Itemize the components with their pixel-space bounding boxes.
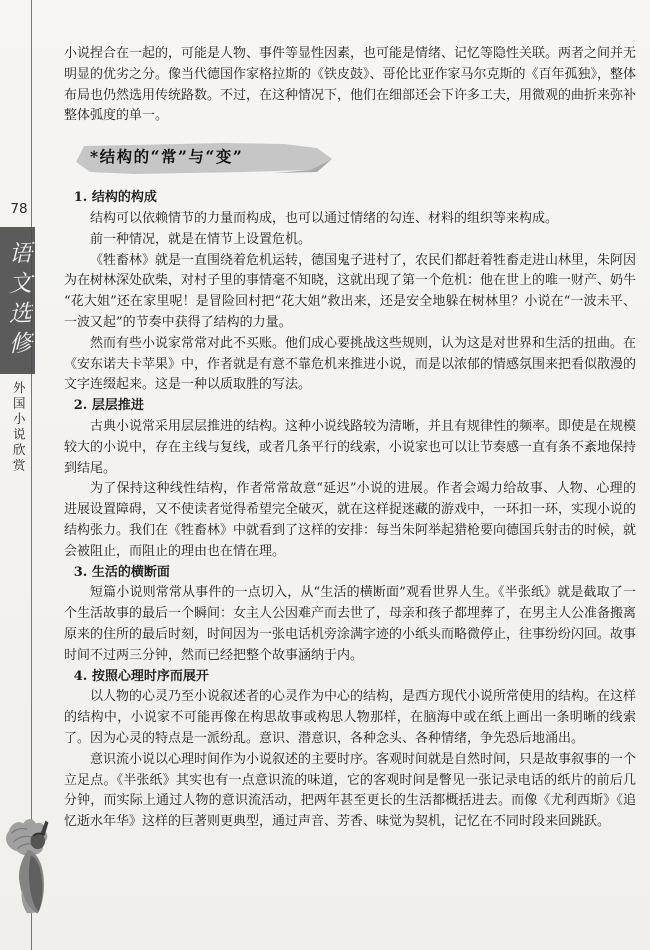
section-heading-2: 2. 层层推进 xyxy=(73,398,144,414)
paragraph: 为了保持这种线性结构，作者常常故意“延迟”小说的进展。作者会竭力给故事、人物、心理的进展设置障碍，又不使读者觉得希望完全破灭，就在这样捉迷藏的游戏中，一环扣一环，实现小说的结构张力。我们在《牲畜林》中就看到了这样的安排：每当朱阿举起猎枪要向德国兵射击的时候，就会被阻止，而阻止的理由也在情在理。 xyxy=(64,481,637,559)
winged-angel-statue-image xyxy=(2,816,60,919)
section-banner xyxy=(74,142,332,175)
subject-subtitle xyxy=(3,381,33,481)
series-title-vertical: 语文选修 xyxy=(5,240,31,361)
main-text-column xyxy=(64,44,636,833)
subject-subtitle-text: 外国小说欣赏 xyxy=(11,381,27,474)
paragraph: 《牲畜林》就是一直围绕着危机运转，德国鬼子进村了，农民们都赶着牲畜走进山林里，朱阿因为在树林深处砍柴，对村子里的事情毫不知晓，这就出现了第一个危机：他在世上的唯一财产、奶牛“花大姐”还在家里呢！是冒险回村把“花大姐”救出来，还是安全地躲在树林里？小说在“一波未平、一波又起”的节奏中获得了结构的力量。 xyxy=(64,252,637,330)
section-heading-1: 1. 结构的构成 xyxy=(73,190,157,206)
section-heading-3: 3. 生活的横断面 xyxy=(73,564,170,580)
page-number: 78 xyxy=(10,201,28,217)
paragraph: 短篇小说则常常从事件的一点切入，从“生活的横断面”观看世界人生。《半张纸》就是截取了一个生活故事的最后一个瞬间：女主人公因难产而去世了，母亲和孩子都埋葬了，在男主人公准备搬离原来的住所的最后时刻，时间因为一张电话机旁涂满字迹的小纸头而略微停止，往事纷纷闪回。故事时间不过两三分钟，然而已经把整个故事涵纳于内。 xyxy=(64,585,637,663)
section-heading-4: 4. 按照心理时序而展开 xyxy=(73,668,209,684)
paragraph: 以人物的心灵乃至小说叙述者的心灵作为中心的结构，是西方现代小说所常使用的结构。在这样的结构中，小说家不可能再像在构思故事或构思人物那样，在脑海中或在纸上画出一条明晰的线索了。因为心灵的特点是一派纷乱。意识、潜意识，各种念头、各种情绪，争先恐后地涌出。 xyxy=(64,689,637,746)
paragraph: 古典小说常采用层层推进的结构。这种小说线路较为清晰，并且有规律性的频率。即使是在规模较大的小说中，存在主线与复线，或者几条平行的线索，小说家也可以让节奏感一直有条不紊地保持到结尾。 xyxy=(64,418,637,476)
paragraph: 意识流小说以心理时间作为小说叙述的主要时序。客观时间就是自然时间，只是故事叙事的一个立足点。《半张纸》其实也有一点意识流的味道，它的客观时间是瞥见一张记录电话的纸片的前后几分钟，而实际上通过人物的意识流活动，把两年甚至更长的生活都概括进去。而像《尤利西斯》《追忆逝水年华》这样的巨著则更典型，通过声音、芳香、味觉为契机，记忆在不同时段来回跳跃。 xyxy=(64,751,637,830)
paragraph: 结构可以依赖情节的力量而构成，也可以通过情绪的勾连、材料的组织等来构成。 xyxy=(90,210,559,226)
series-title-block xyxy=(0,227,35,374)
paragraph: 前一种情况，就是在情节上设置危机。 xyxy=(90,231,312,247)
paragraph: 然而有些小说家常常对此不买账。他们成心要挑战这些规则，认为这是对世界和生活的扭曲。在《安东诺夫卡苹果》中，作者就是有意不靠危机来推进小说，而是以浓郁的情感氛围来把看似散漫的文字连缀起来。这是一种以质取胜的写法。 xyxy=(64,335,637,393)
banner-title: *结构的“常”与“变” xyxy=(90,147,244,167)
intro-paragraph: 小说捏合在一起的，可能是人物、事件等显性因素，也可能是情绪、记忆等隐性关联。两者之间并无明显的优劣之分。像当代德国作家格拉斯的《铁皮鼓》、哥伦比亚作家马尔克斯的《百年孤独》，整体布局也仍然选用传统路数。不过，在这种情况下，他们在细部还会下许多工夫，用微观的曲折来弥补整体弧度的单一。 xyxy=(64,46,637,124)
